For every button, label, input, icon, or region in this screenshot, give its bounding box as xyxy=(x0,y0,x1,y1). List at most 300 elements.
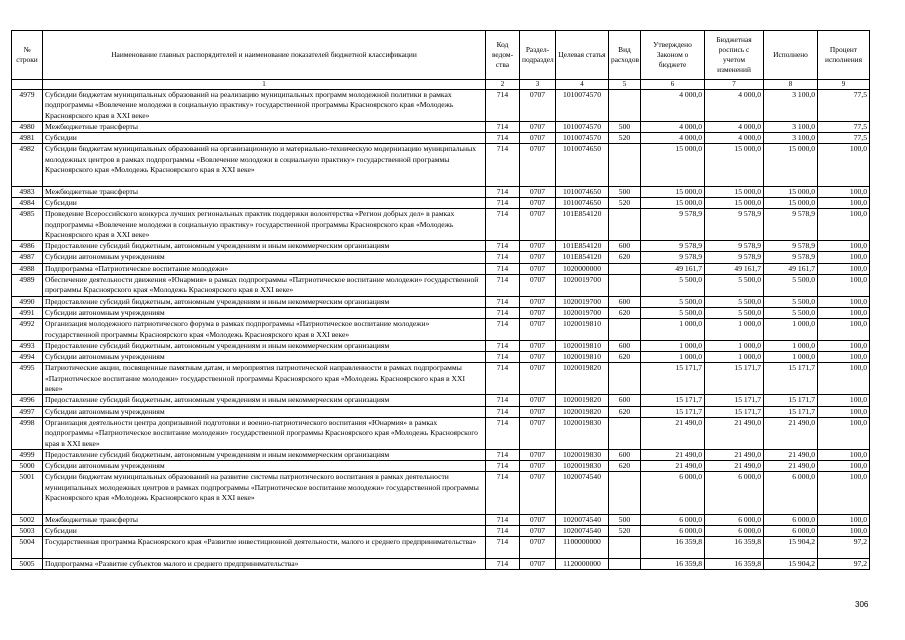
dept-code: 714 xyxy=(486,363,520,395)
row-name: Субсидии бюджетам муниципальных образований на реализацию муниципальных программ молодежной политики в рамках подпрограммы «Вовлечение молодежи в социальную практику» государственной программы Красноярского края «Молодежь Красноярского края в XXI веке» xyxy=(43,90,486,122)
target-code: 1020019820 xyxy=(556,406,609,417)
approved-amount: 15 171,7 xyxy=(641,363,705,395)
executed-amount: 3 100,0 xyxy=(764,133,818,144)
executed-amount: 6 000,0 xyxy=(764,514,818,525)
target-code: 1020074540 xyxy=(556,525,609,536)
row-number: 4986 xyxy=(12,241,43,252)
row-number: 4992 xyxy=(12,319,43,341)
dept-code: 714 xyxy=(486,514,520,525)
header-row-no: № строки xyxy=(12,31,43,80)
row-name: Организация деятельности центра допризывной подготовки и военно-патриотического воспитания «Юнармия» в рамках подпрограммы «Патриотическое воспитание молодежи» государственной программы Красноярского края «Молодежь Красноярского края в XXI веке» xyxy=(43,417,486,449)
dept-code: 714 xyxy=(486,197,520,208)
section-code: 0707 xyxy=(520,121,556,132)
target-code: 1020019830 xyxy=(556,461,609,472)
dept-code: 714 xyxy=(486,121,520,132)
table-row xyxy=(12,352,870,363)
schedule-amount: 6 000,0 xyxy=(705,525,764,536)
row-number: 4983 xyxy=(12,186,43,197)
target-code: 1010074650 xyxy=(556,186,609,197)
dept-code: 714 xyxy=(486,537,520,559)
row-name: Подпрограмма «Патриотическое воспитание молодежи» xyxy=(43,263,486,274)
row-number: 4985 xyxy=(12,209,43,241)
row-name: Субсидии автономным учреждениям xyxy=(43,352,486,363)
approved-amount: 4 000,0 xyxy=(641,90,705,122)
target-code: 101E854120 xyxy=(556,241,609,252)
executed-amount: 15 171,7 xyxy=(764,395,818,406)
schedule-amount: 21 490,0 xyxy=(705,417,764,449)
expense-type-code xyxy=(609,472,641,514)
executed-amount: 9 578,9 xyxy=(764,252,818,263)
row-name: Предоставление субсидий бюджетным, автономным учреждениям и иным некоммерческим организациям xyxy=(43,296,486,307)
dept-code: 714 xyxy=(486,263,520,274)
target-code: 101E854120 xyxy=(556,252,609,263)
approved-amount: 16 359,8 xyxy=(641,537,705,559)
percent-executed: 77,5 xyxy=(818,133,870,144)
section-code: 0707 xyxy=(520,514,556,525)
table-row xyxy=(12,461,870,472)
expense-type-code xyxy=(609,144,641,186)
table-row xyxy=(12,525,870,536)
row-name: Субсидии автономным учреждениям xyxy=(43,461,486,472)
executed-amount: 5 500,0 xyxy=(764,296,818,307)
budget-table xyxy=(11,30,870,570)
dept-code: 714 xyxy=(486,406,520,417)
approved-amount: 1 000,0 xyxy=(641,352,705,363)
expense-type-code: 620 xyxy=(609,406,641,417)
section-code: 0707 xyxy=(520,537,556,559)
row-name: Патриотические акции, посвященные памятным датам, и мероприятия патриотической направленности в рамках подпрограммы «Патриотическое воспитание молодежи» государственной программы Красноярского края «Молодежь Красноярского края в XXI веке» xyxy=(43,363,486,395)
dept-code: 714 xyxy=(486,461,520,472)
approved-amount: 21 490,0 xyxy=(641,417,705,449)
dept-code: 714 xyxy=(486,252,520,263)
dept-code: 714 xyxy=(486,307,520,318)
expense-type-code: 520 xyxy=(609,133,641,144)
row-name: Государственная программа Красноярского края «Развитие инвестиционной деятельности, малого и среднего предпринимательства» xyxy=(43,537,486,559)
executed-amount: 1 000,0 xyxy=(764,352,818,363)
target-code: 1100000000 xyxy=(556,537,609,559)
row-number: 4981 xyxy=(12,133,43,144)
executed-amount: 21 490,0 xyxy=(764,461,818,472)
executed-amount: 15 171,7 xyxy=(764,363,818,395)
table-row xyxy=(12,241,870,252)
schedule-amount: 49 161,7 xyxy=(705,263,764,274)
header-row xyxy=(12,31,870,80)
schedule-amount: 5 500,0 xyxy=(705,275,764,297)
expense-type-code: 620 xyxy=(609,307,641,318)
header-target: Целевая статья xyxy=(556,31,609,80)
section-code: 0707 xyxy=(520,241,556,252)
target-code: 1010074570 xyxy=(556,133,609,144)
dept-code: 714 xyxy=(486,275,520,297)
page-number: 306 xyxy=(855,600,869,609)
target-code: 1010074570 xyxy=(556,121,609,132)
section-code: 0707 xyxy=(520,395,556,406)
row-number: 4995 xyxy=(12,363,43,395)
table-row xyxy=(12,558,870,569)
approved-amount: 5 500,0 xyxy=(641,307,705,318)
expense-type-code: 600 xyxy=(609,449,641,460)
expense-type-code: 520 xyxy=(609,197,641,208)
percent-executed: 100,0 xyxy=(818,363,870,395)
table-row xyxy=(12,121,870,132)
section-code: 0707 xyxy=(520,90,556,122)
section-code: 0707 xyxy=(520,296,556,307)
section-code: 0707 xyxy=(520,275,556,297)
executed-amount: 15 000,0 xyxy=(764,186,818,197)
target-code: 1020019700 xyxy=(556,307,609,318)
target-code: 1020019700 xyxy=(556,296,609,307)
header-executed: Исполнено xyxy=(764,31,818,80)
row-number: 4982 xyxy=(12,144,43,186)
row-number: 4991 xyxy=(12,307,43,318)
column-number: 8 xyxy=(764,80,818,90)
column-number: 9 xyxy=(818,80,870,90)
percent-executed: 100,0 xyxy=(818,461,870,472)
approved-amount: 9 578,9 xyxy=(641,209,705,241)
dept-code: 714 xyxy=(486,209,520,241)
dept-code: 714 xyxy=(486,352,520,363)
row-name: Субсидии бюджетам муниципальных образований на развитие системы патриотического воспитания в рамках деятельности муниципальных молодежных центров в рамках подпрограммы «Патриотическое воспитание молодежи» государственной программы Красноярского края «Молодежь Красноярского края в XXI веке» xyxy=(43,472,486,514)
target-code: 1010074650 xyxy=(556,197,609,208)
approved-amount: 16 359,8 xyxy=(641,558,705,569)
target-code: 1010074650 xyxy=(556,144,609,186)
approved-amount: 9 578,9 xyxy=(641,241,705,252)
dept-code: 714 xyxy=(486,525,520,536)
column-number: 3 xyxy=(520,80,556,90)
row-number: 4999 xyxy=(12,449,43,460)
target-code: 1020019810 xyxy=(556,352,609,363)
section-code: 0707 xyxy=(520,252,556,263)
expense-type-code: 500 xyxy=(609,121,641,132)
expense-type-code: 620 xyxy=(609,352,641,363)
schedule-amount: 1 000,0 xyxy=(705,340,764,351)
section-code: 0707 xyxy=(520,461,556,472)
approved-amount: 6 000,0 xyxy=(641,525,705,536)
dept-code: 714 xyxy=(486,133,520,144)
approved-amount: 15 171,7 xyxy=(641,406,705,417)
approved-amount: 49 161,7 xyxy=(641,263,705,274)
section-code: 0707 xyxy=(520,144,556,186)
percent-executed: 100,0 xyxy=(818,241,870,252)
header-name: Наименование главных распорядителей и наименование показателей бюджетной классификации xyxy=(43,31,486,80)
expense-type-code xyxy=(609,363,641,395)
target-code: 1010074570 xyxy=(556,90,609,122)
row-number: 4980 xyxy=(12,121,43,132)
executed-amount: 15 904,2 xyxy=(764,558,818,569)
header-budget-schedule: Бюджетная роспись с учетом изменений xyxy=(705,31,764,80)
expense-type-code xyxy=(609,209,641,241)
row-number: 4979 xyxy=(12,90,43,122)
table-row xyxy=(12,133,870,144)
approved-amount: 15 171,7 xyxy=(641,395,705,406)
percent-executed: 100,0 xyxy=(818,406,870,417)
schedule-amount: 4 000,0 xyxy=(705,121,764,132)
approved-amount: 9 578,9 xyxy=(641,252,705,263)
expense-type-code xyxy=(609,319,641,341)
section-code: 0707 xyxy=(520,363,556,395)
schedule-amount: 5 500,0 xyxy=(705,296,764,307)
approved-amount: 5 500,0 xyxy=(641,296,705,307)
row-number: 5005 xyxy=(12,558,43,569)
expense-type-code xyxy=(609,90,641,122)
approved-amount: 1 000,0 xyxy=(641,340,705,351)
schedule-amount: 9 578,9 xyxy=(705,241,764,252)
dept-code: 714 xyxy=(486,319,520,341)
percent-executed: 100,0 xyxy=(818,395,870,406)
executed-amount: 1 000,0 xyxy=(764,319,818,341)
target-code: 1020019810 xyxy=(556,319,609,341)
expense-type-code: 620 xyxy=(609,461,641,472)
target-code: 1020074540 xyxy=(556,514,609,525)
target-code: 1020074540 xyxy=(556,472,609,514)
row-number: 4987 xyxy=(12,252,43,263)
row-name: Проведение Всероссийского конкурса лучших региональных практик поддержки волонтерства «Регион добрых дел» в рамках подпрограммы «Вовлечение молодежи в социальную практику» государственной программы Красноярского края «Молодежь Красноярского края в XXI веке» xyxy=(43,209,486,241)
section-code: 0707 xyxy=(520,340,556,351)
table-row xyxy=(12,406,870,417)
schedule-amount: 9 578,9 xyxy=(705,252,764,263)
row-name: Субсидии xyxy=(43,133,486,144)
percent-executed: 100,0 xyxy=(818,525,870,536)
schedule-amount: 16 359,8 xyxy=(705,558,764,569)
schedule-amount: 1 000,0 xyxy=(705,352,764,363)
table-row xyxy=(12,90,870,122)
table-row xyxy=(12,263,870,274)
table-row xyxy=(12,296,870,307)
schedule-amount: 16 359,8 xyxy=(705,537,764,559)
executed-amount: 5 500,0 xyxy=(764,307,818,318)
target-code: 1020000000 xyxy=(556,263,609,274)
row-name: Предоставление субсидий бюджетным, автономным учреждениям и иным некоммерческим организациям xyxy=(43,395,486,406)
executed-amount: 3 100,0 xyxy=(764,90,818,122)
table-row xyxy=(12,186,870,197)
row-name: Субсидии автономным учреждениям xyxy=(43,252,486,263)
row-name: Обеспечение деятельности движения «Юнармия» в рамках подпрограммы «Патриотическое воспитание молодежи» государственной программы Красноярского края «Молодежь Красноярского края в XXI веке» xyxy=(43,275,486,297)
row-number: 4984 xyxy=(12,197,43,208)
percent-executed: 100,0 xyxy=(818,144,870,186)
executed-amount: 15 171,7 xyxy=(764,406,818,417)
row-name: Межбюджетные трансферты xyxy=(43,514,486,525)
section-code: 0707 xyxy=(520,209,556,241)
executed-amount: 6 000,0 xyxy=(764,472,818,514)
approved-amount: 15 000,0 xyxy=(641,197,705,208)
column-number: 5 xyxy=(609,80,641,90)
table-row xyxy=(12,449,870,460)
dept-code: 714 xyxy=(486,472,520,514)
row-name: Подпрограмма «Развитие субъектов малого и среднего предпринимательства» xyxy=(43,558,486,569)
row-number: 4990 xyxy=(12,296,43,307)
schedule-amount: 4 000,0 xyxy=(705,90,764,122)
expense-type-code xyxy=(609,263,641,274)
schedule-amount: 21 490,0 xyxy=(705,449,764,460)
header-expense-type: Вид расходов xyxy=(609,31,641,80)
expense-type-code: 500 xyxy=(609,514,641,525)
table-row xyxy=(12,144,870,186)
percent-executed: 77,5 xyxy=(818,90,870,122)
column-number: 1 xyxy=(43,80,486,90)
executed-amount: 9 578,9 xyxy=(764,209,818,241)
column-number-row xyxy=(12,80,870,90)
executed-amount: 21 490,0 xyxy=(764,449,818,460)
table-row xyxy=(12,252,870,263)
row-name: Предоставление субсидий бюджетным, автономным учреждениям и иным некоммерческим организациям xyxy=(43,241,486,252)
dept-code: 714 xyxy=(486,417,520,449)
executed-amount: 9 578,9 xyxy=(764,241,818,252)
target-code: 1020019820 xyxy=(556,363,609,395)
percent-executed: 100,0 xyxy=(818,449,870,460)
dept-code: 714 xyxy=(486,186,520,197)
table-row xyxy=(12,417,870,449)
table-body xyxy=(12,90,870,570)
row-number: 5002 xyxy=(12,514,43,525)
percent-executed: 100,0 xyxy=(818,263,870,274)
executed-amount: 3 100,0 xyxy=(764,121,818,132)
section-code: 0707 xyxy=(520,472,556,514)
header-dept-code: Код ведом-ства xyxy=(486,31,520,80)
section-code: 0707 xyxy=(520,133,556,144)
approved-amount: 4 000,0 xyxy=(641,121,705,132)
percent-executed: 97,2 xyxy=(818,558,870,569)
executed-amount: 15 000,0 xyxy=(764,197,818,208)
target-code: 1020019830 xyxy=(556,417,609,449)
schedule-amount: 6 000,0 xyxy=(705,472,764,514)
section-code: 0707 xyxy=(520,263,556,274)
approved-amount: 15 000,0 xyxy=(641,144,705,186)
executed-amount: 15 000,0 xyxy=(764,144,818,186)
percent-executed: 100,0 xyxy=(818,472,870,514)
row-name: Субсидии автономным учреждениям xyxy=(43,406,486,417)
target-code: 1020019810 xyxy=(556,340,609,351)
approved-amount: 1 000,0 xyxy=(641,319,705,341)
schedule-amount: 21 490,0 xyxy=(705,461,764,472)
row-name: Предоставление субсидий бюджетным, автономным учреждениям и иным некоммерческим организациям xyxy=(43,340,486,351)
row-number: 4998 xyxy=(12,417,43,449)
table-row xyxy=(12,514,870,525)
table-row xyxy=(12,395,870,406)
schedule-amount: 15 000,0 xyxy=(705,186,764,197)
expense-type-code: 600 xyxy=(609,395,641,406)
row-number: 4997 xyxy=(12,406,43,417)
row-number: 5003 xyxy=(12,525,43,536)
schedule-amount: 4 000,0 xyxy=(705,133,764,144)
dept-code: 714 xyxy=(486,90,520,122)
approved-amount: 6 000,0 xyxy=(641,472,705,514)
expense-type-code: 600 xyxy=(609,340,641,351)
schedule-amount: 15 000,0 xyxy=(705,144,764,186)
approved-amount: 21 490,0 xyxy=(641,449,705,460)
section-code: 0707 xyxy=(520,319,556,341)
approved-amount: 15 000,0 xyxy=(641,186,705,197)
schedule-amount: 15 171,7 xyxy=(705,395,764,406)
table-row xyxy=(12,340,870,351)
row-name: Организация молодежного патриотического форума в рамках подпрограммы «Патриотическое воспитание молодежи» государственной программы Красноярского края «Молодежь Красноярского края в XXI веке» xyxy=(43,319,486,341)
dept-code: 714 xyxy=(486,296,520,307)
target-code: 1020019700 xyxy=(556,275,609,297)
approved-amount: 21 490,0 xyxy=(641,461,705,472)
percent-executed: 77,5 xyxy=(818,121,870,132)
section-code: 0707 xyxy=(520,558,556,569)
target-code: 1020019820 xyxy=(556,395,609,406)
header-percent: Процент исполнения xyxy=(818,31,870,80)
schedule-amount: 15 171,7 xyxy=(705,363,764,395)
schedule-amount: 15 000,0 xyxy=(705,197,764,208)
budget-table-sheet xyxy=(11,30,870,570)
percent-executed: 100,0 xyxy=(818,296,870,307)
percent-executed: 100,0 xyxy=(818,275,870,297)
percent-executed: 100,0 xyxy=(818,307,870,318)
percent-executed: 100,0 xyxy=(818,197,870,208)
row-number: 4989 xyxy=(12,275,43,297)
executed-amount: 21 490,0 xyxy=(764,417,818,449)
approved-amount: 4 000,0 xyxy=(641,133,705,144)
dept-code: 714 xyxy=(486,340,520,351)
target-code: 1120000000 xyxy=(556,558,609,569)
percent-executed: 100,0 xyxy=(818,186,870,197)
percent-executed: 100,0 xyxy=(818,252,870,263)
row-name: Субсидии автономным учреждениям xyxy=(43,307,486,318)
expense-type-code xyxy=(609,558,641,569)
expense-type-code: 600 xyxy=(609,296,641,307)
approved-amount: 5 500,0 xyxy=(641,275,705,297)
schedule-amount: 5 500,0 xyxy=(705,307,764,318)
table-row xyxy=(12,319,870,341)
table-row xyxy=(12,363,870,395)
schedule-amount: 6 000,0 xyxy=(705,514,764,525)
target-code: 101E854120 xyxy=(556,209,609,241)
section-code: 0707 xyxy=(520,525,556,536)
row-name: Межбюджетные трансферты xyxy=(43,186,486,197)
dept-code: 714 xyxy=(486,558,520,569)
percent-executed: 100,0 xyxy=(818,209,870,241)
percent-executed: 100,0 xyxy=(818,417,870,449)
expense-type-code: 500 xyxy=(609,186,641,197)
expense-type-code: 600 xyxy=(609,241,641,252)
executed-amount: 49 161,7 xyxy=(764,263,818,274)
row-name: Межбюджетные трансферты xyxy=(43,121,486,132)
section-code: 0707 xyxy=(520,197,556,208)
row-name: Субсидии бюджетам муниципальных образований на организационную и материально-техническую модернизацию муниципальных молодежных центров в рамках подпрограммы «Вовлечение молодежи в социальную практику» государственной программы Красноярского края «Молодежь Красноярского края в XXI веке» xyxy=(43,144,486,186)
row-number: 4988 xyxy=(12,263,43,274)
dept-code: 714 xyxy=(486,395,520,406)
schedule-amount: 9 578,9 xyxy=(705,209,764,241)
row-number: 4996 xyxy=(12,395,43,406)
section-code: 0707 xyxy=(520,352,556,363)
section-code: 0707 xyxy=(520,417,556,449)
expense-type-code: 520 xyxy=(609,525,641,536)
section-code: 0707 xyxy=(520,186,556,197)
expense-type-code: 620 xyxy=(609,252,641,263)
executed-amount: 5 500,0 xyxy=(764,275,818,297)
percent-executed: 100,0 xyxy=(818,319,870,341)
header-approved: Утверждено Законом о бюджете xyxy=(641,31,705,80)
dept-code: 714 xyxy=(486,449,520,460)
section-code: 0707 xyxy=(520,307,556,318)
table-row xyxy=(12,537,870,559)
target-code: 1020019830 xyxy=(556,449,609,460)
row-name: Субсидии xyxy=(43,525,486,536)
dept-code: 714 xyxy=(486,144,520,186)
schedule-amount: 15 171,7 xyxy=(705,406,764,417)
row-number: 4994 xyxy=(12,352,43,363)
row-number: 5001 xyxy=(12,472,43,514)
percent-executed: 100,0 xyxy=(818,340,870,351)
percent-executed: 100,0 xyxy=(818,352,870,363)
section-code: 0707 xyxy=(520,449,556,460)
executed-amount: 15 904,2 xyxy=(764,537,818,559)
row-number: 5000 xyxy=(12,461,43,472)
expense-type-code xyxy=(609,537,641,559)
table-row xyxy=(12,275,870,297)
row-name: Предоставление субсидий бюджетным, автономным учреждениям и иным некоммерческим организациям xyxy=(43,449,486,460)
